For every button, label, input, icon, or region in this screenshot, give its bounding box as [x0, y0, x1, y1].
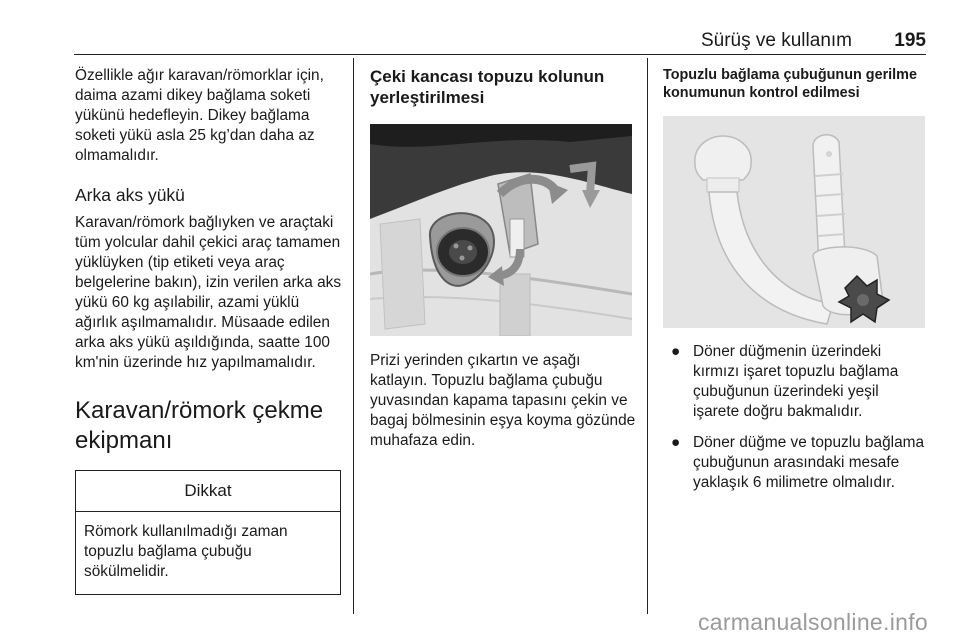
bullet-text: Döner düğmenin üzerindeki kırmızı işaret topuzlu bağlama çubuğunun üzerindeki yeşil işarete doğru bakmalıdır.	[693, 343, 899, 420]
installation-heading: Çeki kancası topuzu kolunun yerleştirilmesi	[370, 67, 605, 107]
page-header	[74, 30, 926, 52]
column-1	[75, 66, 343, 595]
caution-text: Römork kullanılmadığı zaman topuzlu bağlama çubuğu sökülmelidir.	[84, 523, 288, 580]
column-3	[663, 66, 929, 504]
column-divider-2	[647, 58, 648, 614]
bullet-dot: ●	[671, 343, 681, 360]
towing-equipment-heading: Karavan/römork çekme ekipmanı	[75, 397, 324, 454]
intro-paragraph: Özellikle ağır karavan/römorklar için, daima azami dikey bağlama soketi yükünü hedefleyin. Dikey bağlama soketi yükü asla 25 kg’dan daha az olmamalıdır.	[75, 67, 324, 164]
rear-axle-paragraph: Karavan/römork bağlıyken ve araçtaki tüm yolcular dahil çekici araç tamamen yüklüyken (tip etiketi veya araç belgelerine bakın), izin verilen arka aks yükü 60 kg aşılabilir, azami yüklü ağırlık aşılmamalıdır. Müsaade edilen arka aks yükü aşıldığında, saatte 100 km'nin üzerinde hız yapılmamalıdır.	[75, 214, 342, 371]
socket-illustration	[370, 124, 632, 336]
rear-axle-heading: Arka aks yükü	[75, 185, 185, 205]
bullet-text: Döner düğme ve topuzlu bağlama çubuğunun arasındaki mesafe yaklaşık 6 milimetre olmalıdır.	[693, 434, 925, 491]
bullet-dot: ●	[671, 434, 681, 451]
caution-box	[75, 470, 341, 595]
column-divider-1	[353, 58, 354, 614]
check-bullet-list	[663, 342, 929, 493]
caution-title: Dikkat	[76, 471, 340, 512]
page-number: 195	[894, 30, 926, 51]
list-item	[663, 433, 929, 493]
watermark: carmanualsonline.info	[697, 609, 928, 635]
list-item	[663, 342, 929, 422]
section-title: Sürüş ve kullanım	[700, 30, 852, 51]
header-rule	[74, 54, 926, 55]
tension-check-heading: Topuzlu bağlama çubuğunun gerilme konumunun kontrol edilmesi	[663, 67, 917, 101]
towbar-illustration	[663, 116, 925, 328]
column-2	[370, 66, 640, 451]
installation-paragraph: Prizi yerinden çıkartın ve aşağı katlayın. Topuzlu bağlama çubuğu yuvasından kapama tapasını çekin ve bagaj bölmesinin eşya koyma gözünde muhafaza edin.	[370, 352, 636, 449]
